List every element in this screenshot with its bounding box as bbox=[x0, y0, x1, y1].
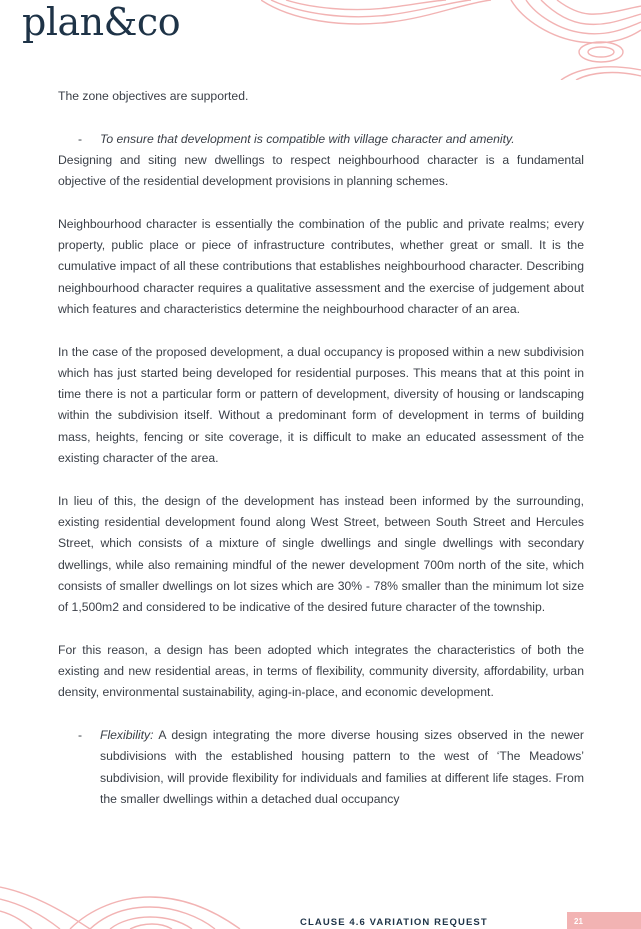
paragraph-in-lieu: In lieu of this, the design of the development has instead been informed by the surrounding, existing residential development found along West Street, between South Street and Hercules Street, which consists of a mixture of single dwellings and single dwellings with secondary dwellings, while also remaining mindful of the newer development 700m north of the site, which consists of smaller dwellings on lot sizes which are 30% - 78% smaller than the minimum lot size of 1,500m2 and considered to be indicative of the desired future character of the township. bbox=[58, 493, 584, 615]
bullet-dash: - bbox=[78, 131, 83, 146]
logo: plan&co bbox=[22, 0, 181, 44]
paragraph-proposed-development: In the case of the proposed development, a dual occupancy is proposed within a new subdivision which has just started being developed for residential purposes. This means that at this point in time there is not a particular form or pattern of development, diversity of housing or landscaping within the subdivision itself. Without a predominant form of development in terms of building mass, heights, fencing or site coverage, it is difficult to make an educated assessment of the existing character of the area. bbox=[58, 344, 584, 466]
footer-label: CLAUSE 4.6 VARIATION REQUEST bbox=[300, 917, 488, 928]
flexibility-term: Flexibility: bbox=[100, 727, 154, 742]
flexibility-text: A design integrating the more diverse housing sizes observed in the newer subdivisions with the established housing pattern to the west of ‘The Meadows’ subdivision, will provide flexibility for individuals and families at different life stages. From the smaller dwellings within a detached dual occupancy bbox=[100, 727, 584, 806]
paragraph-neighbourhood-character: Neighbourhood character is essentially the combination of the public and private realms; every property, public place or piece of infrastructure contributes, whether great or small. It is the cumulative impact of all these contributions that establishes neighbourhood character. Describing neighbourhood character requires a qualitative assessment and the exercise of judgement about which features and characteristics determine the neighbourhood character of an area. bbox=[58, 216, 584, 316]
page-number: 21 bbox=[574, 917, 583, 926]
paragraph-designing: Designing and siting new dwellings to respect neighbourhood character is a fundamental objective of the residential development provisions in planning schemes. bbox=[58, 152, 584, 189]
topographic-decoration-top bbox=[261, 0, 641, 80]
topographic-decoration-bottom bbox=[0, 879, 250, 929]
objective-list-item bbox=[58, 129, 584, 150]
bullet-dash: - bbox=[78, 727, 83, 742]
flexibility-list-item bbox=[58, 725, 584, 810]
objective-text: To ensure that development is compatible with village character and amenity. bbox=[100, 131, 515, 146]
paragraph-design-adopted: For this reason, a design has been adopted which integrates the characteristics of both the existing and new residential areas, in terms of flexibility, community diversity, affordability, urban density, environmental sustainability, aging-in-place, and economic development. bbox=[58, 642, 584, 700]
paragraph-zone-objectives: The zone objectives are supported. bbox=[58, 89, 249, 103]
